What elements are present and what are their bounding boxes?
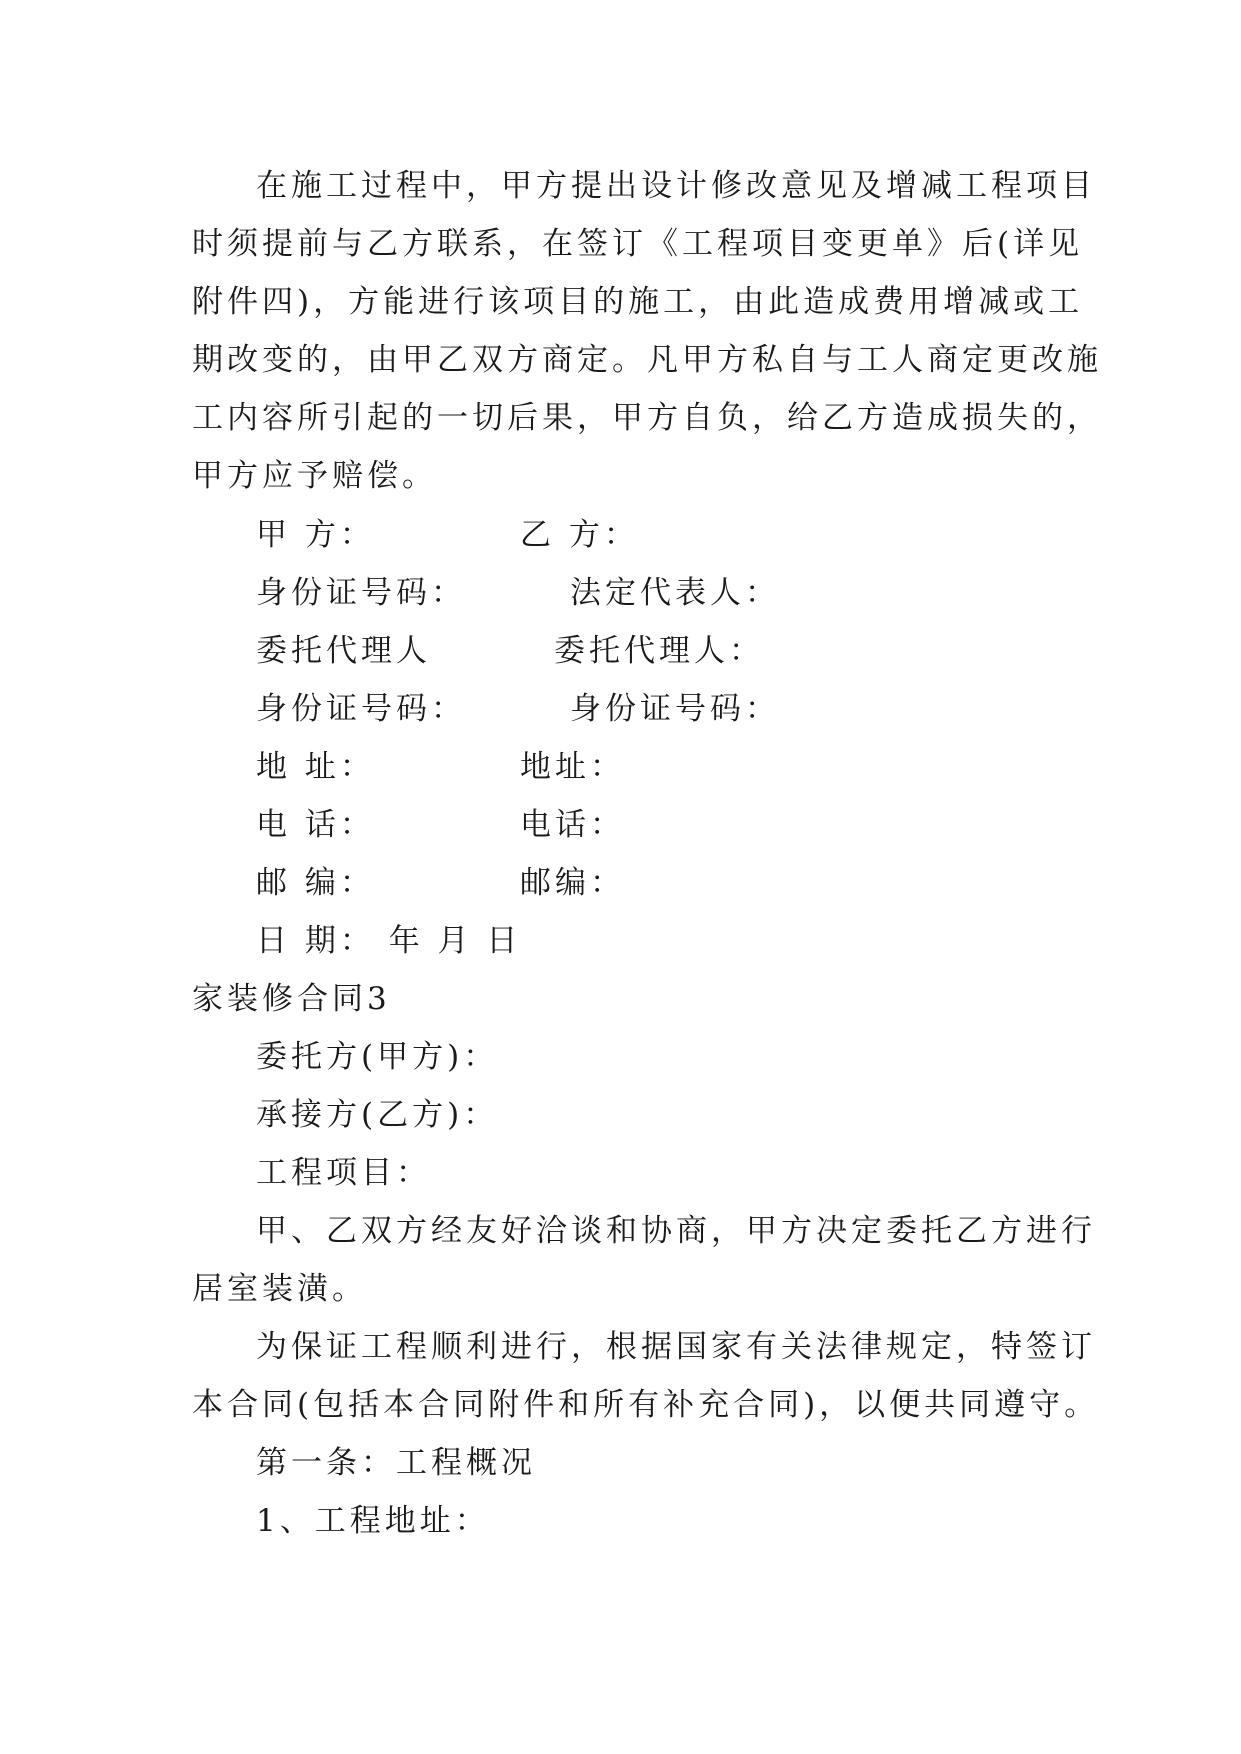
agent-a-label: 委托代理人	[256, 633, 431, 669]
paragraph-line: 在施工过程中，甲方提出设计修改意见及增减工程项目	[256, 168, 1096, 204]
contractor-party-label: 承接方(乙方)：	[256, 1097, 499, 1133]
agent-b-label: 委托代理人：	[554, 633, 764, 669]
legal-representative-label: 法定代表人：	[570, 575, 780, 611]
zip-b-label: 邮编：	[520, 865, 625, 901]
basis-line: 本合同(包括本合同附件和所有补充合同)，以便共同遵守。	[192, 1387, 1100, 1423]
id-number-a2-label: 身份证号码：	[256, 691, 466, 727]
project-label: 工程项目：	[256, 1155, 431, 1191]
basis-line: 为保证工程顺利进行，根据国家有关法律规定，特签订	[256, 1329, 1096, 1365]
intro-line: 居室装潢。	[192, 1271, 367, 1307]
phone-a-label: 电 话：	[256, 807, 375, 843]
party-a-label: 甲 方：	[256, 517, 375, 553]
id-number-b-label: 身份证号码：	[570, 691, 780, 727]
contract-title: 家装修合同3	[192, 981, 391, 1017]
project-address-item: 1、工程地址：	[256, 1503, 490, 1539]
paragraph-line: 期改变的，由甲乙双方商定。凡甲方私自与工人商定更改施	[192, 342, 1102, 378]
id-number-a-label: 身份证号码：	[256, 575, 466, 611]
paragraph-line: 甲方应予赔偿。	[192, 458, 437, 494]
address-b-label: 地址：	[520, 749, 625, 785]
article-heading: 第一条：工程概况	[256, 1445, 536, 1481]
paragraph-line: 时须提前与乙方联系，在签订《工程项目变更单》后(详见	[192, 226, 1084, 262]
paragraph-line: 工内容所引起的一切后果，甲方自负，给乙方造成损失的，	[192, 400, 1102, 436]
client-party-label: 委托方(甲方)：	[256, 1039, 499, 1075]
paragraph-line: 附件四)，方能进行该项目的施工，由此造成费用增减或工	[192, 284, 1084, 320]
intro-line: 甲、乙双方经友好洽谈和协商，甲方决定委托乙方进行	[256, 1213, 1096, 1249]
phone-b-label: 电话：	[520, 807, 625, 843]
party-b-label: 乙 方：	[520, 517, 639, 553]
address-a-label: 地 址：	[256, 749, 375, 785]
date-label: 日 期： 年 月 日	[256, 923, 522, 959]
zip-a-label: 邮 编：	[256, 865, 375, 901]
